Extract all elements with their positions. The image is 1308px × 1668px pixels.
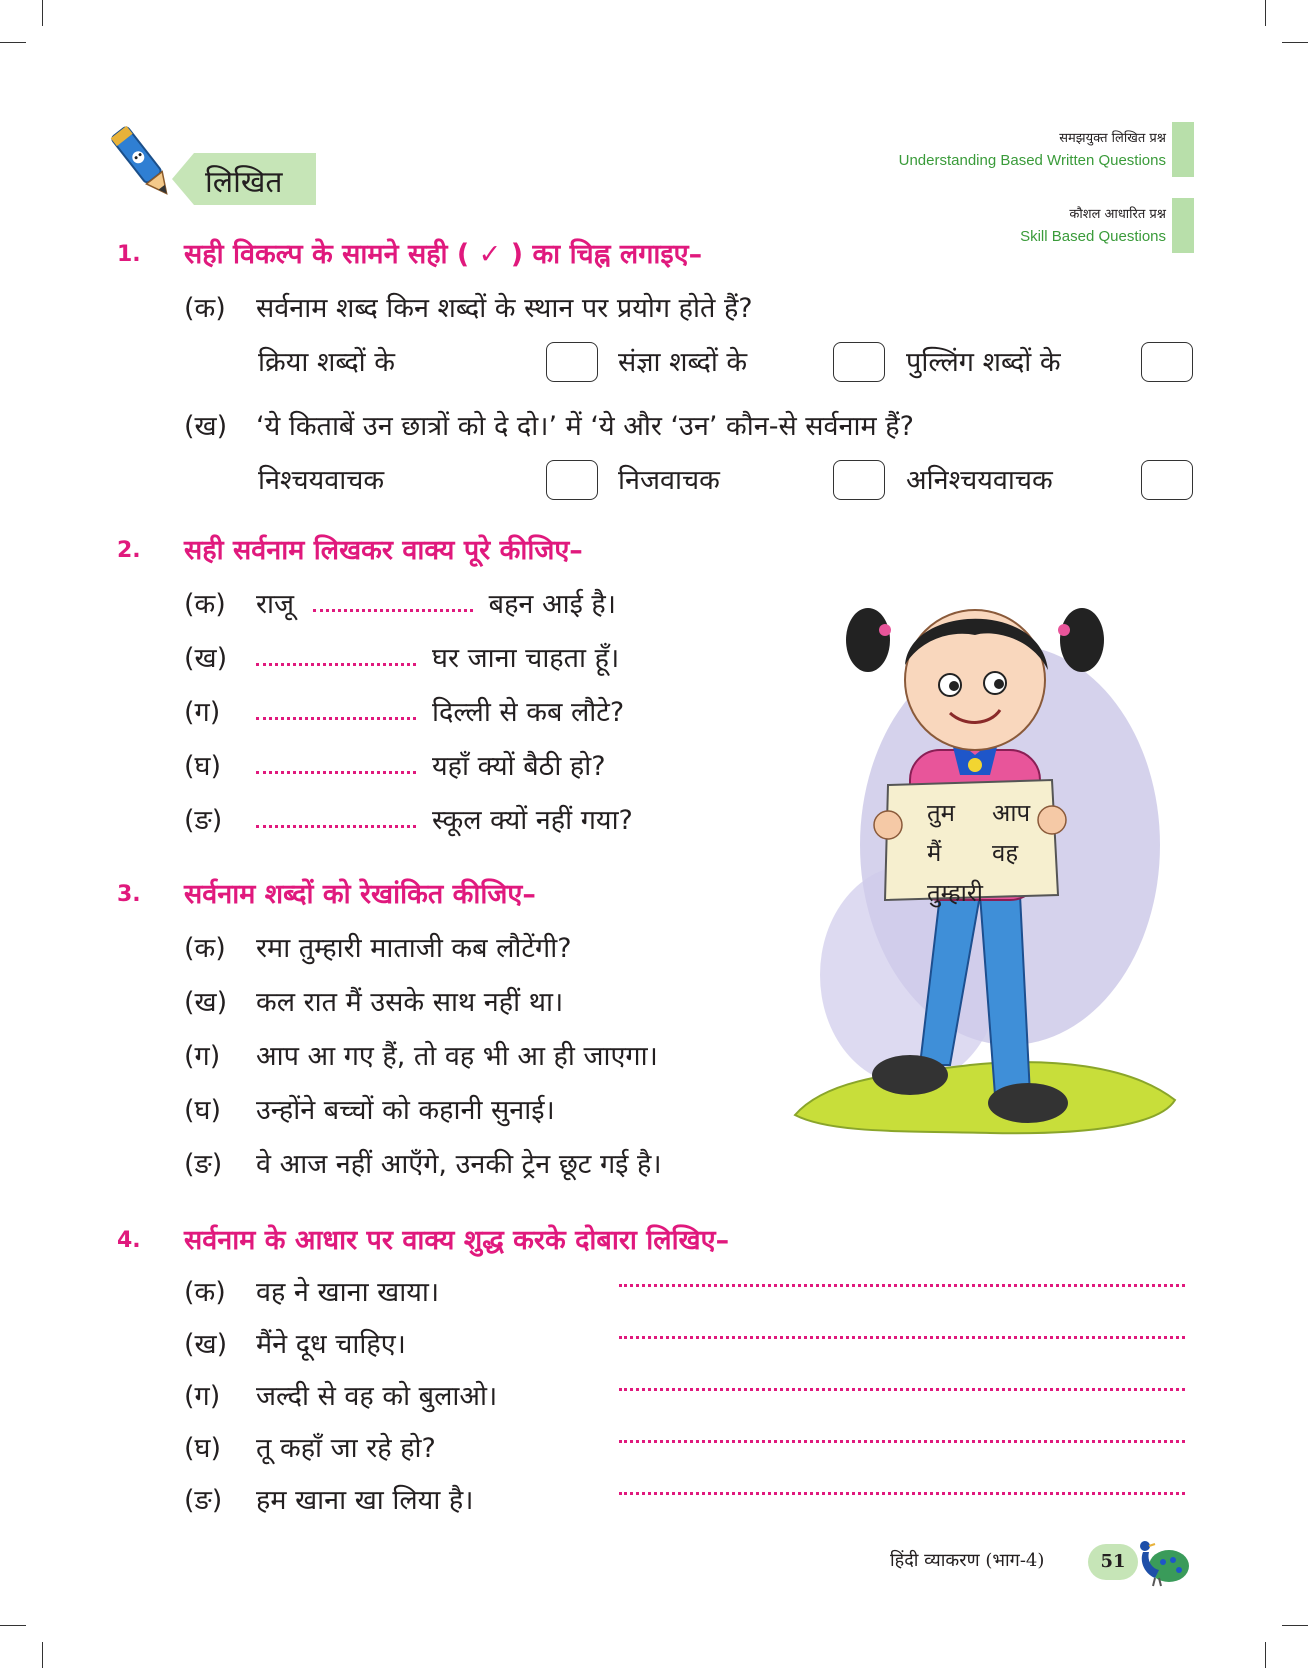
q3-item-label: (घ) <box>184 1095 222 1126</box>
q1a-checkbox-1[interactable] <box>546 342 598 382</box>
q3-item <box>184 1090 555 1127</box>
understanding-note-en: Understanding Based Written Questions <box>898 152 1166 169</box>
q4-heading: सर्वनाम के आधार पर वाक्य शुद्ध करके दोबारा लिखिए– <box>184 1225 730 1256</box>
q2-item <box>184 584 616 621</box>
q1a-checkbox-2[interactable] <box>833 342 885 382</box>
q2-item-after: स्कूल क्यों नहीं गया? <box>432 805 633 836</box>
q2-item <box>184 746 606 783</box>
crop-mark <box>0 1625 26 1626</box>
skill-note-en: Skill Based Questions <box>1020 228 1166 245</box>
q4-item <box>184 1272 439 1309</box>
q2-item <box>184 692 624 729</box>
sign-word-4: वह <box>992 839 1019 867</box>
crop-mark <box>1282 1625 1308 1626</box>
q1-heading: सही विकल्प के सामने सही ( ✓ ) का चिह्न लगाइए– <box>184 239 703 270</box>
understanding-note-hi: समझयुक्त लिखित प्रश्न <box>1059 131 1166 146</box>
q4-item-label: (ग) <box>184 1381 221 1412</box>
q2-item-after: दिल्ली से कब लौटे? <box>432 697 625 728</box>
q3-item <box>184 1144 662 1181</box>
q2-item-label: (ग) <box>184 697 221 728</box>
q1b-option-3: अनिश्चयवाचक <box>906 465 1053 496</box>
q2-blank[interactable] <box>313 599 473 612</box>
skill-note-hi: कौशल आधारित प्रश्न <box>1069 207 1166 222</box>
understanding-note <box>899 128 1166 169</box>
q4-item-text: वह ने खाना खाया। <box>256 1277 440 1308</box>
q2-item-label: (ख) <box>184 643 228 674</box>
q1-number: 1. <box>117 242 141 267</box>
q4-item <box>184 1480 473 1517</box>
q3-item-text: उन्होंने बच्चों को कहानी सुनाई। <box>256 1095 555 1126</box>
q3-number: 3. <box>117 882 141 907</box>
q4-answer-line[interactable] <box>619 1388 1185 1391</box>
q2-heading: सही सर्वनाम लिखकर वाक्य पूरे कीजिए– <box>184 535 583 566</box>
q3-item-text: आप आ गए हैं, तो वह भी आ ही जाएगा। <box>256 1041 658 1072</box>
q1a-option-1: क्रिया शब्दों के <box>258 347 395 378</box>
q4-answer-line[interactable] <box>619 1336 1185 1339</box>
q1b-question <box>184 406 914 443</box>
pencil-icon <box>104 118 180 206</box>
q3-item-text: वे आज नहीं आएँगे, उनकी ट्रेन छूट गई है। <box>256 1149 662 1180</box>
sign-word-2: आप <box>992 799 1031 827</box>
q4-item-label: (ख) <box>184 1329 228 1360</box>
q2-item-after: यहाँ क्यों बैठी हो? <box>432 751 606 782</box>
book-title: हिंदी व्याकरण (भाग-4) <box>890 1550 1045 1571</box>
skill-note <box>1020 204 1166 245</box>
q2-blank[interactable] <box>256 653 416 666</box>
q1b-checkbox-1[interactable] <box>546 460 598 500</box>
q2-blank[interactable] <box>256 761 416 774</box>
q3-item-text: कल रात मैं उसके साथ नहीं था। <box>256 987 564 1018</box>
girl-with-sign-illustration <box>790 595 1180 1140</box>
q4-item <box>184 1324 406 1361</box>
q2-blank[interactable] <box>256 707 416 720</box>
crop-mark <box>1265 0 1266 26</box>
q4-item <box>184 1376 497 1413</box>
q1b-checkbox-3[interactable] <box>1141 460 1193 500</box>
q3-item-label: (ङ) <box>184 1149 223 1180</box>
q2-number: 2. <box>117 538 141 563</box>
section-tag-label: लिखित <box>205 165 283 200</box>
q4-answer-line[interactable] <box>619 1440 1185 1443</box>
sign-word-1: तुम <box>927 799 956 827</box>
q4-item-text: जल्दी से वह को बुलाओ। <box>256 1381 498 1412</box>
crop-mark <box>42 0 43 26</box>
q3-item <box>184 1036 658 1073</box>
q4-item-text: तू कहाँ जा रहे हो? <box>256 1433 436 1464</box>
q2-item-after: घर जाना चाहता हूँ। <box>432 643 620 674</box>
q2-item <box>184 800 633 837</box>
q4-item-text: हम खाना खा लिया है। <box>256 1485 474 1516</box>
q2-item-label: (घ) <box>184 751 222 782</box>
q3-heading: सर्वनाम शब्दों को रेखांकित कीजिए– <box>184 879 536 910</box>
q4-item-label: (क) <box>184 1277 226 1308</box>
q1b-option-2: निजवाचक <box>618 465 720 496</box>
q4-item-label: (घ) <box>184 1433 222 1464</box>
q2-item-label: (क) <box>184 589 226 620</box>
q4-number: 4. <box>117 1228 141 1253</box>
q2-item <box>184 638 619 675</box>
q3-item-label: (ग) <box>184 1041 221 1072</box>
q3-item-label: (ख) <box>184 987 228 1018</box>
crop-mark <box>0 42 26 43</box>
q4-item-text: मैंने दूध चाहिए। <box>256 1329 406 1360</box>
q1b-label: (ख) <box>184 411 228 442</box>
q2-item-after: बहन आई है। <box>488 589 616 620</box>
q1a-question <box>184 288 753 325</box>
q1a-label: (क) <box>184 293 226 324</box>
sign-word-3: मैं <box>927 839 942 867</box>
q1a-option-2: संज्ञा शब्दों के <box>618 347 748 378</box>
q1b-checkbox-2[interactable] <box>833 460 885 500</box>
q1a-text: सर्वनाम शब्द किन शब्दों के स्थान पर प्रयोग होते हैं? <box>256 293 753 324</box>
q3-item-label: (क) <box>184 933 226 964</box>
q4-answer-line[interactable] <box>619 1284 1185 1287</box>
crop-mark <box>1282 42 1308 43</box>
crop-mark <box>42 1642 43 1668</box>
q3-item-text: रमा तुम्हारी माताजी कब लौटेंगी? <box>256 933 572 964</box>
understanding-bar <box>1172 122 1194 177</box>
q1a-option-3: पुल्लिंग शब्दों के <box>906 347 1061 378</box>
q1b-text: ‘ये किताबें उन छात्रों को दे दो।’ में ‘ये और ‘उन’ कौन-से सर्वनाम हैं? <box>256 411 914 442</box>
page-number: 51 <box>1088 1544 1138 1580</box>
q3-item <box>184 982 563 1019</box>
q2-blank[interactable] <box>256 815 416 828</box>
peacock-icon <box>1133 1532 1191 1590</box>
q1a-checkbox-3[interactable] <box>1141 342 1193 382</box>
q2-item-label: (ङ) <box>184 805 223 836</box>
q3-item <box>184 928 572 965</box>
sign-word-5: तुम्हारी <box>927 879 983 907</box>
crop-mark <box>1265 1642 1266 1668</box>
q2-item-before: राजू <box>256 589 295 620</box>
skill-bar <box>1172 198 1194 253</box>
q4-item <box>184 1428 436 1465</box>
q4-answer-line[interactable] <box>619 1492 1185 1495</box>
q1b-option-1: निश्चयवाचक <box>258 465 385 496</box>
q4-item-label: (ङ) <box>184 1485 223 1516</box>
